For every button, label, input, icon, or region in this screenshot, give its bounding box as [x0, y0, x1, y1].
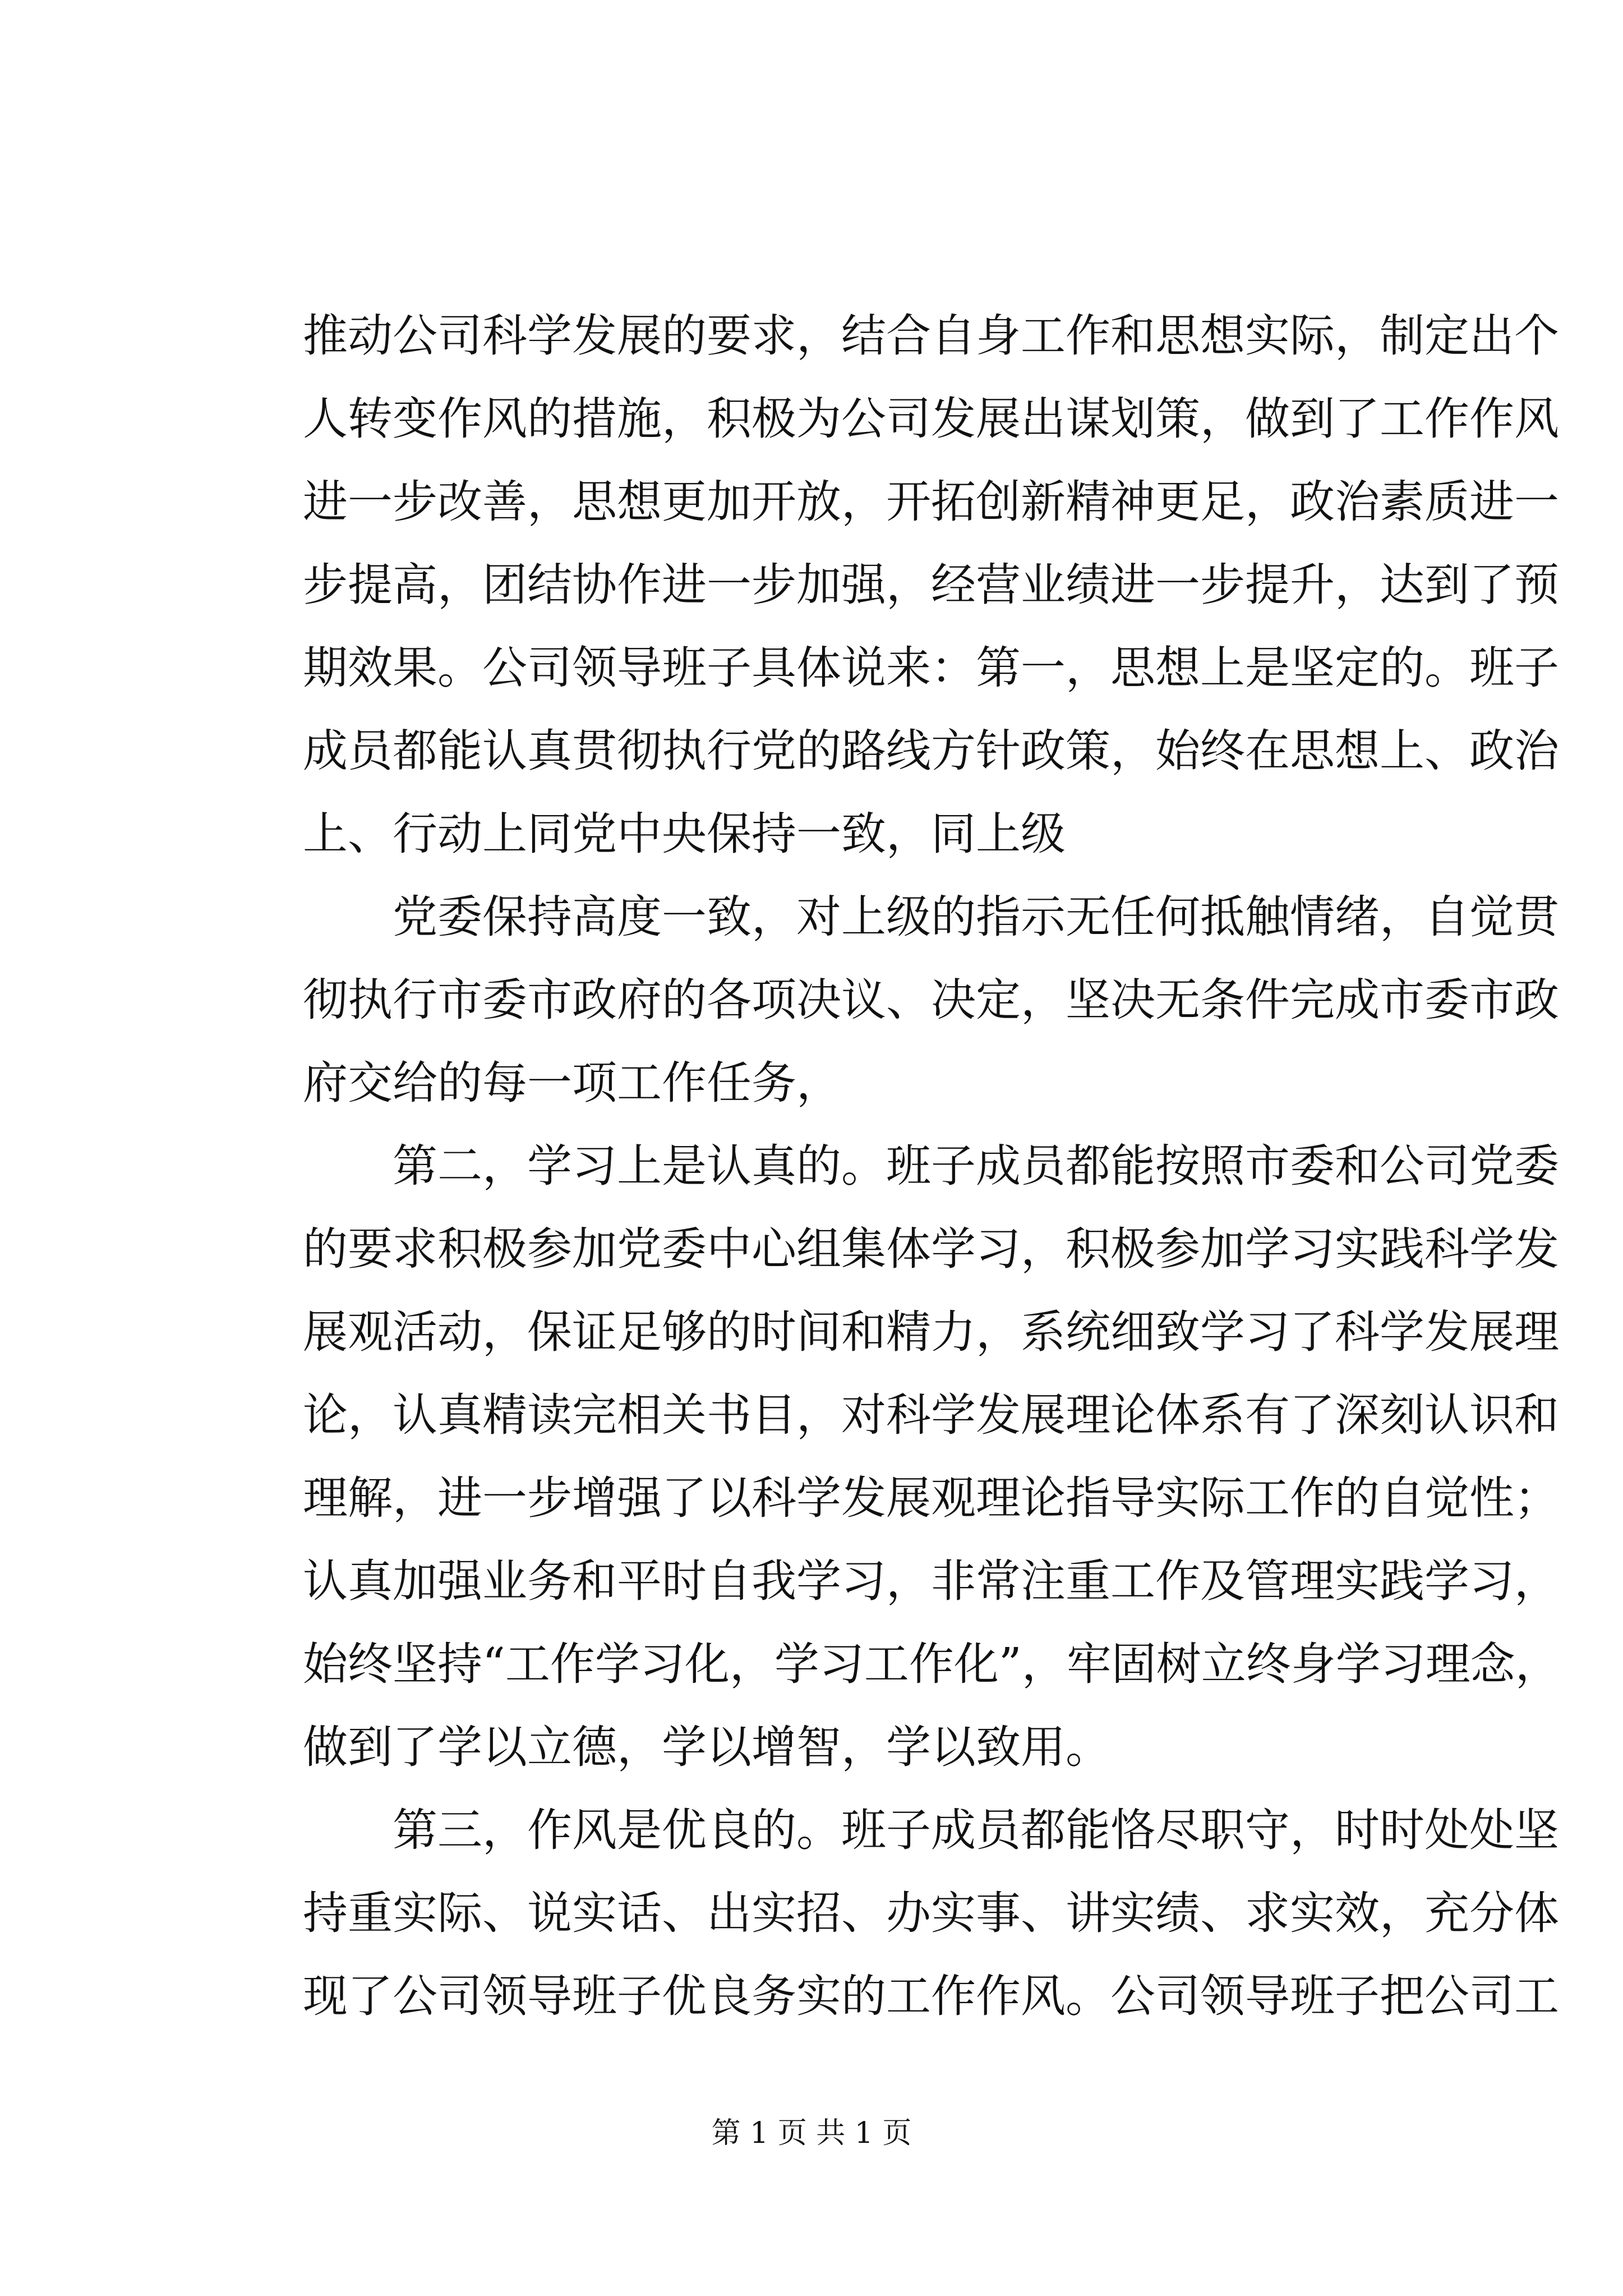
document-body — [303, 295, 1560, 2038]
page-footer — [0, 2109, 1623, 2151]
text-line: 的要求积极参加党委中心组集体学习，积极参加学习实践科学发 — [303, 1223, 1559, 1275]
text-line: 展观活动，保证足够的时间和精力，系统细致学习了科学发展理 — [303, 1306, 1559, 1358]
text-line: 人转变作风的措施，积极为公司发展出谋划策，做到了工作作风 — [303, 393, 1559, 445]
text-line: 步提高，团结协作进一步加强，经营业绩进一步提升，达到了预 — [303, 559, 1559, 611]
text-line: 期效果。公司领导班子具体说来：第一，思想上是坚定的。班子 — [303, 642, 1559, 694]
text-line: 做到了学以立德，学以增智，学以致用。 — [303, 1721, 1110, 1773]
text-line: 党委保持高度一致，对上级的指示无任何抵触情绪，自觉贯 — [393, 891, 1559, 943]
text-line: 府交给的每一项工作任务， — [303, 1057, 841, 1109]
text-line: 上、行动上同党中央保持一致，同上级 — [303, 808, 1066, 860]
paragraph-3 — [303, 1125, 1560, 1789]
text-line: 现了公司领导班子优良务实的工作作风。公司领导班子把公司工 — [303, 1970, 1559, 2022]
paragraph-1 — [303, 295, 1559, 876]
text-line: 第三，作风是优良的。班子成员都能恪尽职守，时时处处坚 — [393, 1804, 1559, 1856]
paragraph-2 — [303, 876, 1559, 1125]
text-line: 理解，进一步增强了以科学发展观理论指导实际工作的自觉性； — [303, 1472, 1559, 1524]
text-line: 第二，学习上是认真的。班子成员都能按照市委和公司党委 — [393, 1140, 1559, 1192]
text-line: 推动公司科学发展的要求，结合自身工作和思想实际，制定出个 — [303, 310, 1559, 362]
text-line: 成员都能认真贯彻执行党的路线方针政策，始终在思想上、政治 — [303, 725, 1559, 777]
text-line: 进一步改善，思想更加开放，开拓创新精神更足，政治素质进一 — [303, 476, 1559, 528]
page-number-label: 第 1 页 共 1 页 — [711, 2116, 912, 2150]
text-line: 始终坚持“工作学习化，学习工作化”，牢固树立终身学习理念， — [303, 1638, 1560, 1690]
paragraph-4 — [303, 1789, 1559, 2038]
text-line: 认真加强业务和平时自我学习，非常注重工作及管理实践学习， — [303, 1555, 1559, 1607]
text-line: 彻执行市委市政府的各项决议、决定，坚决无条件完成市委市政 — [303, 974, 1559, 1026]
text-line: 论，认真精读完相关书目，对科学发展理论体系有了深刻认识和 — [303, 1389, 1559, 1441]
text-line: 持重实际、说实话、出实招、办实事、讲实绩、求实效，充分体 — [303, 1887, 1559, 1939]
